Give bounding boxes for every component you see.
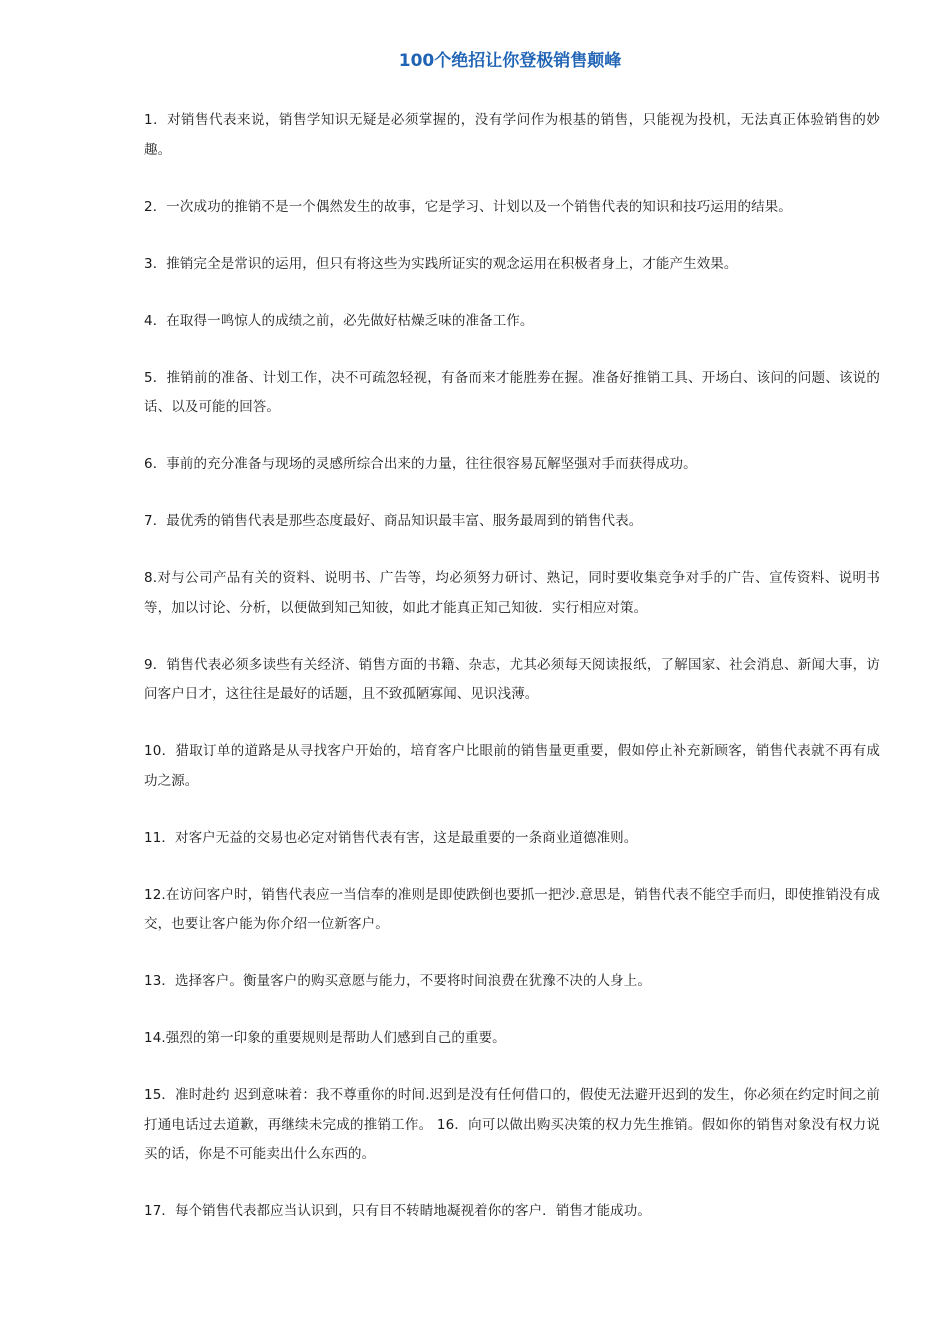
paragraph-3: 3．推销完全是常识的运用，但只有将这些为实践所证实的观念运用在积极者身上，才能产生效果。 — [144, 255, 738, 272]
paragraph-2: 2．一次成功的推销不是一个偶然发生的故事，它是学习、计划以及一个销售代表的知识和技巧运用的结果。 — [144, 198, 792, 215]
paragraph-10: 10．猎取订单的道路是从寻找客户开始的，培育客户比眼前的销售量更重要，假如停止补充新顾客，销售代表就不再有成功之源。 — [144, 743, 880, 789]
paragraph-13: 13．选择客户。衡量客户的购买意愿与能力，不要将时间浪费在犹豫不决的人身上。 — [144, 973, 651, 989]
paragraph-12: 12.在访问客户时，销售代表应一当信奉的准则是即使跌倒也要抓一把沙.意思是，销售代表不能空手而归，即使推销没有成交，也要让客户能为你介绍一位新客户。 — [144, 886, 880, 932]
paragraph-9: 9．销售代表必须多读些有关经济、销售方面的书籍、杂志，尤其必须每天阅读报纸，了解国家、社会消息、新闻大事，访问客户日才，这往往是最好的话题，且不致孤陋寡闻、见识浅薄。 — [144, 656, 880, 702]
paragraph-4: 4．在取得一鸣惊人的成绩之前，必先做好枯燥乏味的准备工作。 — [144, 312, 534, 329]
paragraph-6: 6．事前的充分准备与现场的灵感所综合出来的力量，往往很容易瓦解坚强对手而获得成功。 — [144, 456, 697, 472]
paragraph-11: 11．对客户无益的交易也必定对销售代表有害，这是最重要的一条商业道德准则。 — [144, 829, 638, 846]
paragraph-1: 1．对销售代表来说，销售学知识无疑是必须掌握的，没有学问作为根基的销售，只能视为投机，无法真正体验销售的妙趣。 — [144, 112, 880, 158]
paragraph-8: 8.对与公司产品有关的资料、说明书、广告等，均必须努力研讨、熟记，同时要收集竞争对手的广告、宣传资料、说明书等，加以讨论、分析，以便做到知己知彼，如此才能真正知己知彼．实行相应对策。 — [144, 570, 880, 616]
document-title: 100个绝招让你登极销售颠峰 — [398, 51, 622, 71]
document-body — [144, 106, 880, 1254]
paragraph-5: 5．推销前的准备、计划工作，决不可疏忽轻视，有备而来才能胜劵在握。准备好推销工具、开场白、该问的问题、该说的话、以及可能的回答。 — [144, 369, 880, 415]
paragraph-15: 15．准时赴约 迟到意味着：我不尊重你的时间.迟到是没有任何借口的，假使无法避开迟到的发生，你必须在约定时间之前打通电话过去道歉，再继续未完成的推销工作。 16．向可以做出购买决策的权力先生推销。假如你的销售对象没有权力说买的话，你是不可能卖出什么东西的。 — [144, 1087, 880, 1162]
paragraph-14: 14.强烈的第一印象的重要规则是帮助人们感到自己的重要。 — [144, 1030, 506, 1046]
paragraph-7: 7．最优秀的销售代表是那些态度最好、商品知识最丰富、服务最周到的销售代表。 — [144, 513, 643, 529]
paragraph-17: 17．每个销售代表都应当认识到，只有目不转睛地凝视着你的客户．销售才能成功。 — [144, 1203, 651, 1219]
